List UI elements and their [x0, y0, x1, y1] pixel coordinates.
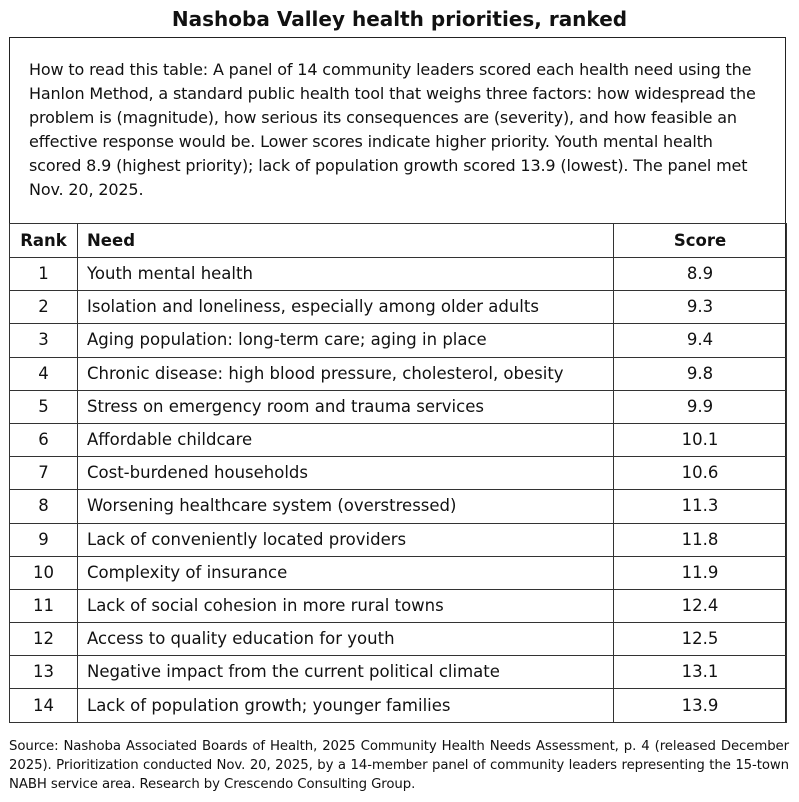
- need-cell: Cost-burdened households: [78, 457, 614, 490]
- table-row: [10, 291, 787, 324]
- score-cell: 11.8: [614, 523, 787, 556]
- rank-cell: 4: [10, 357, 78, 390]
- table-row: [10, 523, 787, 556]
- table-header-row: [10, 224, 787, 258]
- need-cell: Lack of social cohesion in more rural towns: [78, 589, 614, 622]
- need-cell: Aging population: long-term care; aging in place: [78, 324, 614, 357]
- rank-cell: 8: [10, 490, 78, 523]
- score-cell: 11.9: [614, 556, 787, 589]
- header-score: Score: [614, 224, 787, 258]
- rank-cell: 5: [10, 390, 78, 423]
- score-cell: 13.9: [614, 689, 787, 722]
- rank-cell: 13: [10, 656, 78, 689]
- table-row: [10, 357, 787, 390]
- table-row: [10, 689, 787, 722]
- need-cell: Youth mental health: [78, 258, 614, 291]
- need-cell: Access to quality education for youth: [78, 623, 614, 656]
- need-cell: Complexity of insurance: [78, 556, 614, 589]
- rank-cell: 14: [10, 689, 78, 722]
- rank-cell: 10: [10, 556, 78, 589]
- need-cell: Chronic disease: high blood pressure, cholesterol, obesity: [78, 357, 614, 390]
- rank-cell: 3: [10, 324, 78, 357]
- rank-cell: 11: [10, 589, 78, 622]
- score-cell: 12.4: [614, 589, 787, 622]
- need-cell: Lack of population growth; younger families: [78, 689, 614, 722]
- need-cell: Worsening healthcare system (overstressed): [78, 490, 614, 523]
- score-cell: 10.6: [614, 457, 787, 490]
- need-cell: Lack of conveniently located providers: [78, 523, 614, 556]
- table-row: [10, 589, 787, 622]
- score-cell: 9.9: [614, 390, 787, 423]
- intro-text: How to read this table: A panel of 14 community leaders scored each health need using the Hanlon Method, a standard public health tool that weighs three factors: how widespread the problem is (magnitude), how serious its consequences are (severity), and how feasible an effective response would be. Lower scores indicate higher priority. Youth mental health scored 8.9 (highest priority); lack of population growth scored 13.9 (lowest). The panel met Nov. 20, 2025.: [29, 60, 756, 199]
- table-row: [10, 457, 787, 490]
- table-row: [10, 623, 787, 656]
- score-cell: 11.3: [614, 490, 787, 523]
- table-row: [10, 656, 787, 689]
- score-cell: 10.1: [614, 423, 787, 456]
- rank-cell: 1: [10, 258, 78, 291]
- score-cell: 12.5: [614, 623, 787, 656]
- priorities-table: [9, 223, 787, 723]
- table-row: [10, 390, 787, 423]
- rank-cell: 9: [10, 523, 78, 556]
- table-row: [10, 490, 787, 523]
- page-title: Nashoba Valley health priorities, ranked: [171, 7, 628, 31]
- rank-cell: 7: [10, 457, 78, 490]
- need-cell: Negative impact from the current political climate: [78, 656, 614, 689]
- rank-cell: 2: [10, 291, 78, 324]
- need-cell: Stress on emergency room and trauma services: [78, 390, 614, 423]
- rank-cell: 12: [10, 623, 78, 656]
- score-cell: 9.3: [614, 291, 787, 324]
- table-row: [10, 556, 787, 589]
- rank-cell: 6: [10, 423, 78, 456]
- source-note: Source: Nashoba Associated Boards of Health, 2025 Community Health Needs Assessment, p. 4 (released December 2025). Prioritization conducted Nov. 20, 2025, by a 14-member panel of community leaders representing the 15-town NABH service area. Research by Crescendo Consulting Group.: [9, 739, 789, 792]
- table-row: [10, 258, 787, 291]
- score-cell: 13.1: [614, 656, 787, 689]
- header-need: Need: [78, 224, 614, 258]
- table-row: [10, 423, 787, 456]
- score-cell: 9.4: [614, 324, 787, 357]
- header-rank: Rank: [10, 224, 78, 258]
- score-cell: 9.8: [614, 357, 787, 390]
- need-cell: Affordable childcare: [78, 423, 614, 456]
- score-cell: 8.9: [614, 258, 787, 291]
- need-cell: Isolation and loneliness, especially among older adults: [78, 291, 614, 324]
- table-row: [10, 324, 787, 357]
